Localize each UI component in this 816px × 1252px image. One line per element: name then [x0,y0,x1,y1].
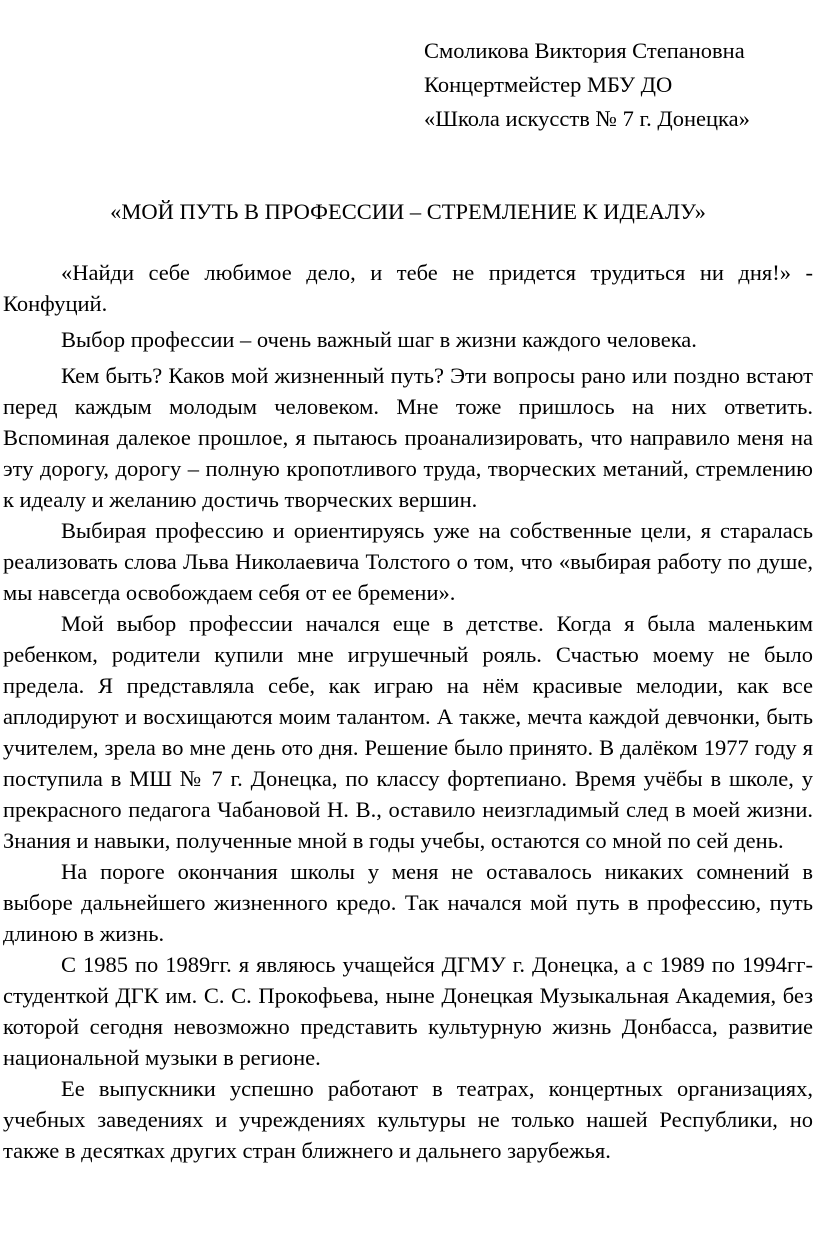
paragraph-graduates: Ее выпускники успешно работают в театрах, концертных организациях, учебных заведениях и учреждениях культуры не только нашей Республики, но также в десятках других стран ближнего и дальнего зарубежья. [3,1076,813,1163]
author-block [424,34,750,136]
author-school: «Школа искусств № 7 г. Донецка» [424,106,750,131]
paragraph-graduation: На пороге окончания школы у меня не оставалось никаких сомнений в выборе дальнейшего жизненного кредо. Так начался мой путь в профессию, путь длиною в жизнь. [3,859,813,946]
paragraph-who-to-be: Кем быть? Каков мой жизненный путь? Эти вопросы рано или поздно встают перед каждым молодым человеком. Мне тоже пришлось на них ответить. Вспоминая далекое прошлое, я пытаюсь проанализировать, что направило меня на эту дорогу, дорогу – полную кропотливого труда, творческих метаний, стремлению к идеалу и желанию достичь творческих вершин. [3,363,813,512]
document-body [3,257,813,1166]
author-position: Концертмейстер МБУ ДО [424,72,673,97]
paragraph-childhood: Мой выбор профессии начался еще в детстве. Когда я была маленьким ребенком, родители купили мне игрушечный рояль. Счастью моему не было предела. Я представляла себе, как играю на нём красивые мелодии, как все аплодируют и восхищаются моим талантом. А также, мечта каждой девчонки, быть учителем, зрела во мне день ото дня. Решение было принято. В далёком 1977 году я поступила в МШ № 7 г. Донецка, по классу фортепиано. Время учёбы в школе, у прекрасного педагога Чабановой Н. В., оставило неизгладимый след в моей жизни. Знания и навыки, полученные мной в годы учебы, остаются со мной по сей день. [3,611,813,853]
document-title: «МОЙ ПУТЬ В ПРОФЕССИИ – СТРЕМЛЕНИЕ К ИДЕАЛУ» [110,199,706,224]
paragraph-tolstoy: Выбирая профессию и ориентируясь уже на собственные цели, я старалась реализовать слова Льва Николаевича Толстого о том, что «выбирая работу по душе, мы навсегда освобождаем себя от ее бремени». [3,518,813,605]
paragraph-education: С 1985 по 1989гг. я являюсь учащейся ДГМУ г. Донецка, а с 1989 по 1994гг- студенткой ДГК им. С. С. Прокофьева, ныне Донецкая Музыкальная Академия, без которой сегодня невозможно представить культурную жизнь Донбасса, развитие национальной музыки в регионе. [3,952,813,1070]
paragraph-epigraph: «Найди себе любимое дело, и тебе не придется трудиться ни дня!» - Конфуций. [3,260,813,316]
author-name: Смоликова Виктория Степановна [424,38,745,63]
paragraph-choice: Выбор профессии – очень важный шаг в жизни каждого человека. [61,327,697,352]
